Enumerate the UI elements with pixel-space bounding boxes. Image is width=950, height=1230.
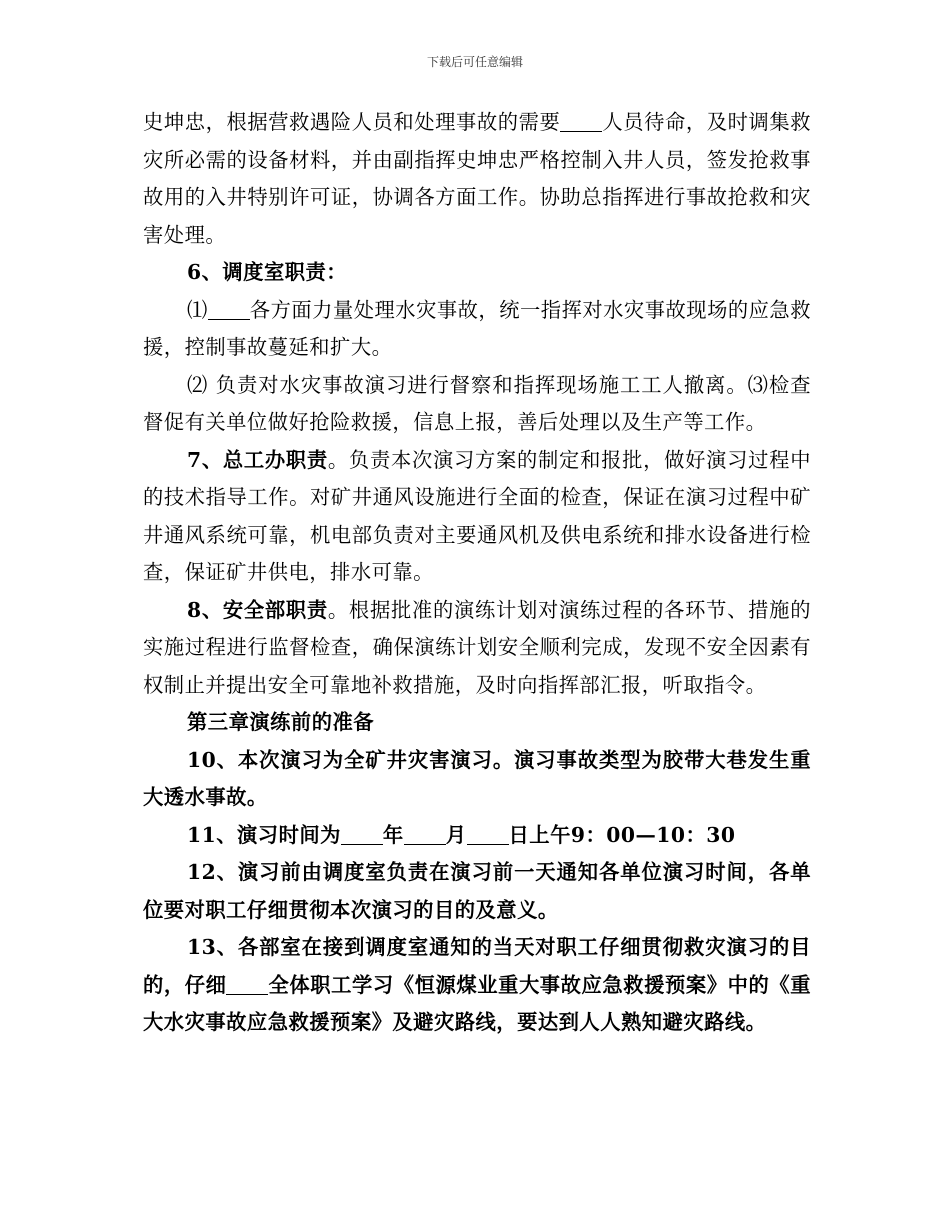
blank-line [341, 826, 383, 845]
blank-line [208, 301, 250, 320]
paragraph-12: 12、演习前由调度室负责在演习前一天通知各单位演习时间，各单位要对职工仔细贯彻本次演习的目的及意义。 [143, 860, 811, 922]
paragraph-chief-engineer: 7、总工办职责。负责本次演习方案的制定和报批，做好演习过程中的技术指导工作。对矿井通风设施进行全面的检查，保证在演习过程中矿井通风系统可靠，机电部负责对主要通风机及供电系统和排水设备进行检查，保证矿井供电，排水可靠。 [143, 447, 811, 584]
document-body [143, 104, 811, 1042]
blank-line [404, 826, 446, 845]
page-header: 下载后可任意编辑 [426, 55, 523, 69]
paragraph-continuation: 史坤忠，根据营救遇险人员和处理事故的需要 人员待命，及时调集救灾所必需的设备材料，并由副指挥史坤忠严格控制入井人员，签发抢救事故用的入井特别许可证，协调各方面工作。协助总指挥进行事故抢救和灾害处理。 [143, 110, 811, 247]
paragraph-dispatch-1: ⑴ 各方面力量处理水灾事故，统一指挥对水灾事故现场的应急救援，控制事故蔓延和扩大。 [143, 297, 811, 359]
chapter-heading: 第三章演练前的准备 [187, 710, 375, 734]
paragraph-10: 10、本次演习为全矿井灾害演习。演习事故类型为胶带大巷发生重大透水事故。 [143, 747, 811, 809]
heading-dispatch-duties: 6、调度室职责： [187, 260, 348, 284]
blank-line [467, 826, 509, 845]
heading-chief-engineer: 7、总工办职责 [187, 447, 328, 472]
paragraph-11: 11、演习时间为 年 月 日上午9：00—10：30 [187, 822, 736, 847]
heading-safety-dept: 8、安全部职责 [187, 597, 328, 622]
paragraph-13: 13、各部室在接到调度室通知的当天对职工仔细贯彻救灾演习的目的，仔细 全体职工学习《恒源煤业重大事故应急救援预案》中的《重大水灾事故应急救援预案》及避灾路线，要达到人人熟知避灾路线。 [143, 935, 811, 1034]
paragraph-safety-dept: 8、安全部职责。根据批准的演练计划对演练过程的各环节、措施的实施过程进行监督检查，确保演练计划安全顺利完成，发现不安全因素有权制止并提出安全可靠地补救措施，及时向指挥部汇报，听取指令。 [143, 597, 811, 697]
blank-line [560, 113, 602, 132]
paragraph-dispatch-2: ⑵ 负责对水灾事故演习进行督察和指挥现场施工工人撤离。⑶检查督促有关单位做好抢险救援，信息上报，善后处理以及生产等工作。 [143, 372, 811, 434]
blank-line [226, 976, 268, 995]
